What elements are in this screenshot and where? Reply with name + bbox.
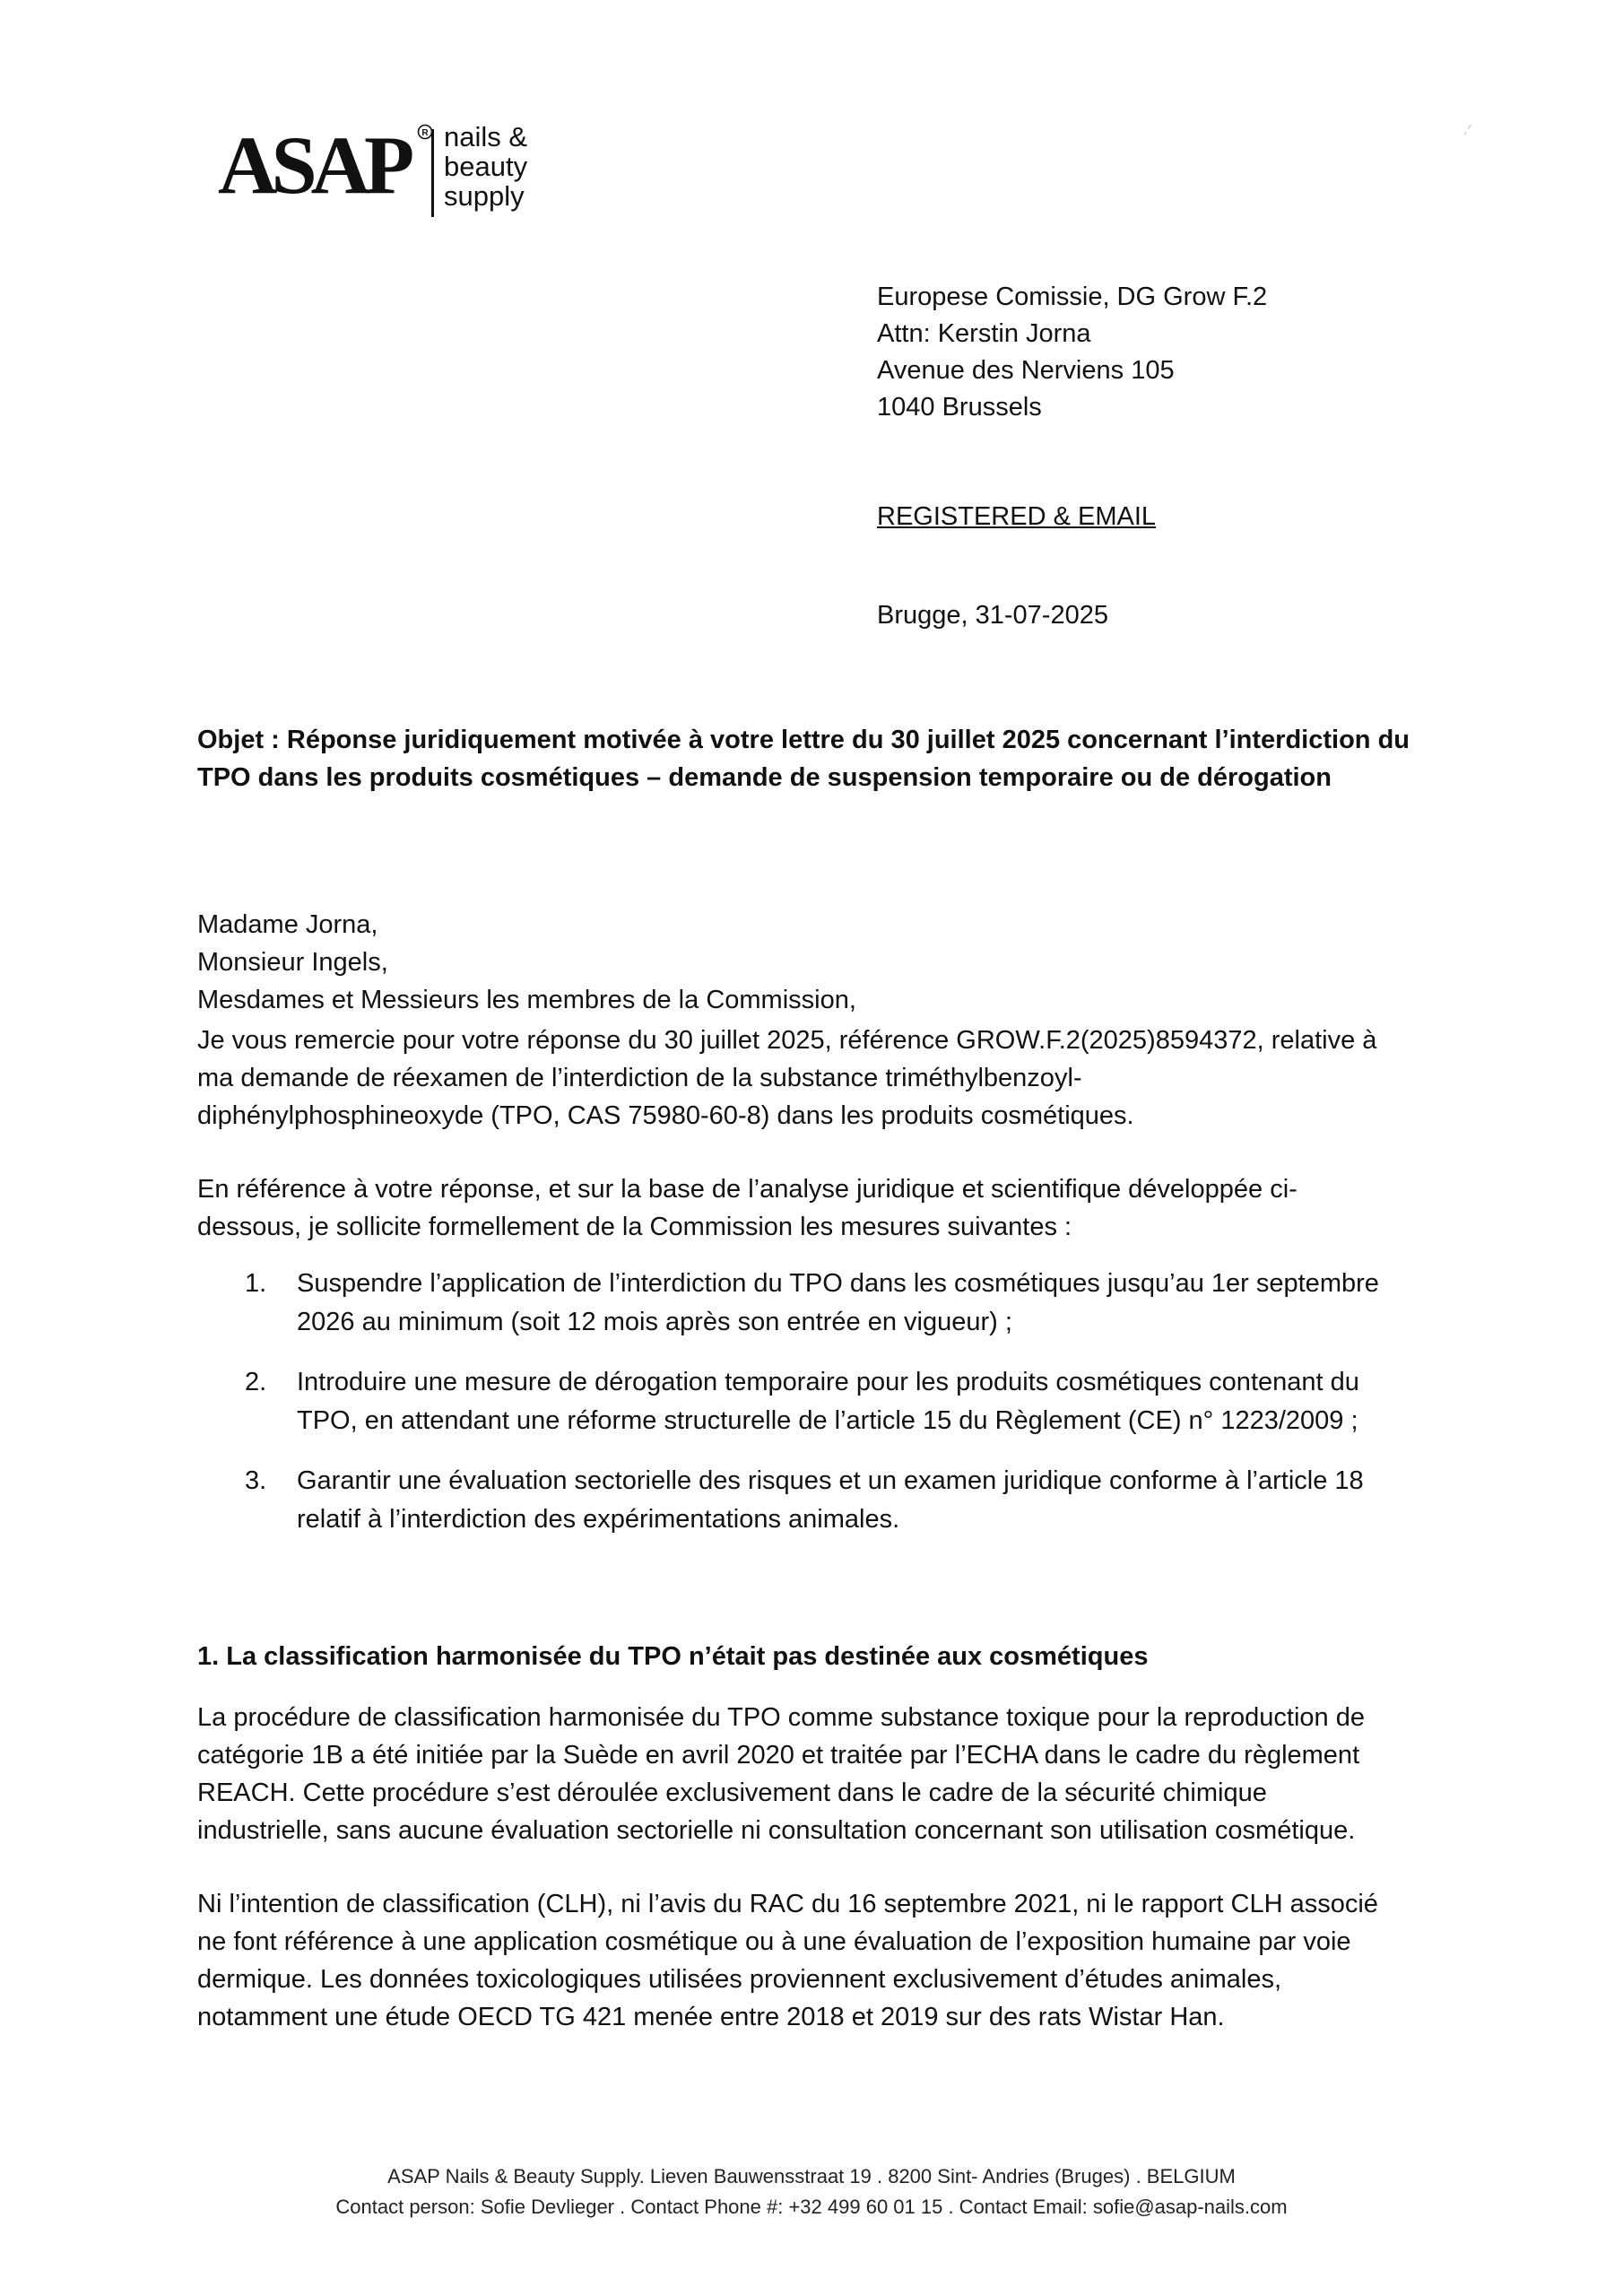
letter-subject xyxy=(197,721,1453,796)
list-number: 2. xyxy=(245,1368,267,1396)
subject-line: TPO dans les produits cosmétiques – demande de suspension temporaire ou de dérogation xyxy=(197,763,1332,792)
paragraph-line: industrielle, sans aucune évaluation sectorielle ni consultation concernant son utilisation cosmétique. xyxy=(197,1816,1356,1845)
list-item-line: relatif à l’interdiction des expérimentations animales. xyxy=(297,1505,900,1534)
paragraph-line: diphénylphosphineoxyde (TPO, CAS 75980-60-8) dans les produits cosmétiques. xyxy=(197,1101,1134,1130)
address-line: Europese Comissie, DG Grow F.2 xyxy=(877,283,1268,311)
paragraph-line: Ni l’intention de classification (CLH), ni l’avis du RAC du 16 septembre 2021, ni le rapport CLH associé xyxy=(197,1890,1378,1918)
list-item xyxy=(197,1265,1471,1342)
paragraph-classification xyxy=(197,1699,1453,1849)
logo-tagline-line: supply xyxy=(444,180,525,212)
logo-tagline-line: beauty xyxy=(444,151,528,182)
salutation-line: Monsieur Ingels, xyxy=(197,948,388,977)
list-item-line: Garantir une évaluation sectorielle des risques et un examen juridique conforme à l’article 18 xyxy=(297,1466,1364,1495)
logo-tagline-line: nails & xyxy=(444,121,528,152)
list-item xyxy=(197,1363,1471,1440)
paragraph-line: ma demande de réexamen de l’interdiction de la substance triméthylbenzoyl- xyxy=(197,1064,1082,1092)
list-item xyxy=(197,1462,1471,1539)
salutation-line: Madame Jorna, xyxy=(197,910,378,939)
logo-wordmark: ASAP xyxy=(218,119,409,211)
paragraph-intro xyxy=(197,1022,1453,1135)
list-item-line: Suspendre l’application de l’interdiction du TPO dans les cosmétiques jusqu’au 1er septembre xyxy=(297,1269,1379,1298)
paragraph-clh xyxy=(197,1885,1453,2036)
paragraph-line: catégorie 1B a été initiée par la Suède en avril 2020 et traitée par l’ECHA dans le cadre du règlement xyxy=(197,1741,1360,1770)
list-item-line: Introduire une mesure de dérogation temporaire pour les produits cosmétiques contenant du xyxy=(297,1368,1359,1396)
section-heading: 1. La classification harmonisée du TPO n’était pas destinée aux cosmétiques xyxy=(197,1642,1149,1671)
list-item-line: TPO, en attendant une réforme structurelle de l’article 15 du Règlement (CE) n° 1223/2009 ; xyxy=(297,1406,1358,1435)
footer-contact: Contact person: Sofie Devlieger . Contact Phone #: +32 499 60 01 15 . Contact Email: sofie@asap-nails.com xyxy=(335,2196,1288,2218)
list-number: 1. xyxy=(245,1269,267,1298)
subject-line: Objet : Réponse juridiquement motivée à votre lettre du 30 juillet 2025 concernant l’interdiction du xyxy=(197,726,1410,754)
paragraph-line: dermique. Les données toxicologiques utilisées proviennent exclusivement d’études animales, xyxy=(197,1965,1282,1994)
paragraph-line: Je vous remercie pour votre réponse du 30 juillet 2025, référence GROW.F.2(2025)8594372, relative à xyxy=(197,1026,1377,1055)
paragraph-line: ne font référence à une application cosmétique ou à une évaluation de l’exposition humaine par voie xyxy=(197,1927,1351,1956)
address-line: 1040 Brussels xyxy=(877,393,1042,422)
paragraph-line: dessous, je sollicite formellement de la Commission les mesures suivantes : xyxy=(197,1213,1072,1241)
footer-address: ASAP Nails & Beauty Supply. Lieven Bauwensstraat 19 . 8200 Sint- Andries (Bruges) . BELGIUM xyxy=(387,2165,1236,2187)
address-line: Attn: Kerstin Jorna xyxy=(877,319,1091,348)
salutation-line: Mesdames et Messieurs les membres de la Commission, xyxy=(197,986,856,1014)
paragraph-request xyxy=(197,1170,1453,1246)
scan-mark: ,ᐟ xyxy=(1463,122,1472,136)
letter-date: Brugge, 31-07-2025 xyxy=(877,601,1108,630)
paragraph-line: En référence à votre réponse, et sur la base de l’analyse juridique et scientifique développée ci- xyxy=(197,1175,1298,1204)
logo-tagline xyxy=(444,122,527,211)
delivery-method: REGISTERED & EMAIL xyxy=(877,502,1157,531)
requested-measures-list xyxy=(197,1265,1471,1561)
paragraph-line: notamment une étude OECD TG 421 menée entre 2018 et 2019 sur des rats Wistar Han. xyxy=(197,2003,1225,2031)
list-item-line: 2026 au minimum (soit 12 mois après son entrée en vigueur) ; xyxy=(297,1308,1012,1336)
logo-divider xyxy=(431,129,434,217)
salutation xyxy=(197,906,1453,1019)
address-line: Avenue des Nerviens 105 xyxy=(877,356,1175,385)
letter-footer xyxy=(0,2161,1623,2222)
paragraph-line: REACH. Cette procédure s’est déroulée exclusivement dans le cadre de la sécurité chimique xyxy=(197,1779,1267,1807)
company-logo xyxy=(218,119,577,221)
paragraph-line: La procédure de classification harmonisée du TPO comme substance toxique pour la reproduction de xyxy=(197,1703,1365,1732)
list-number: 3. xyxy=(245,1466,267,1495)
svg-text:R: R xyxy=(421,128,429,138)
recipient-address xyxy=(877,279,1267,426)
